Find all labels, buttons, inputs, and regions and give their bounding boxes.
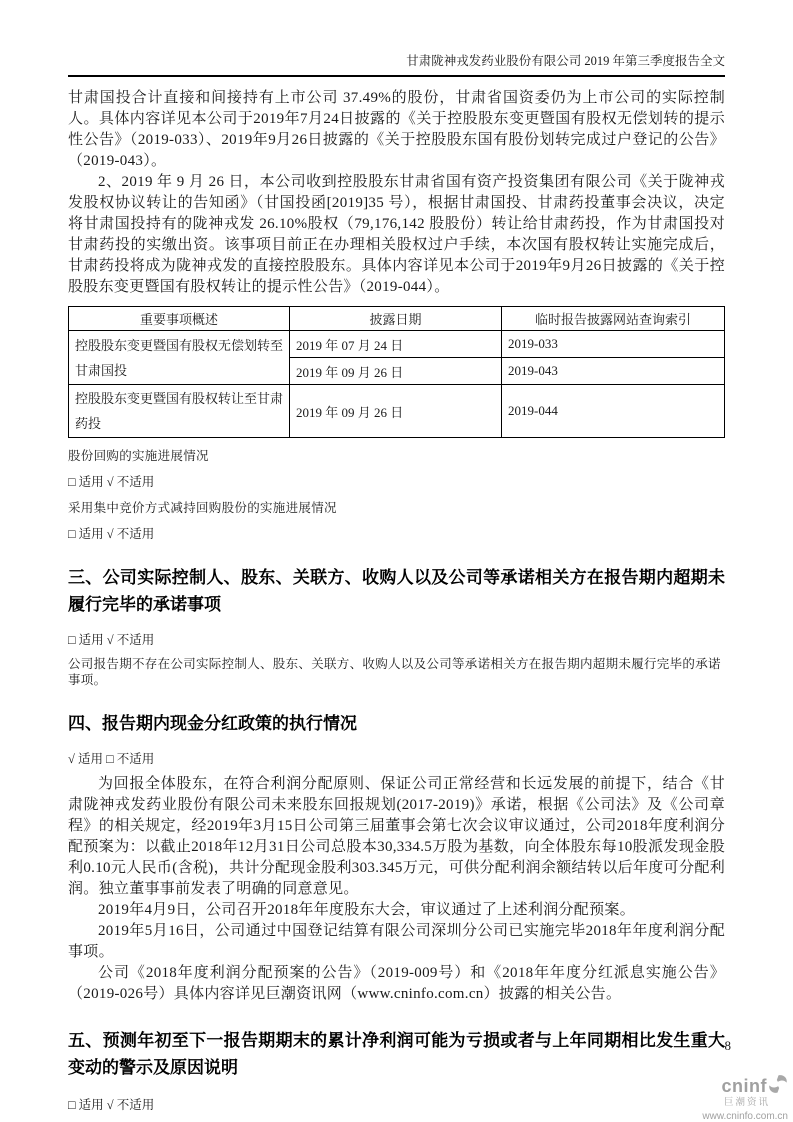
- table-header-summary: 重要事项概述: [69, 307, 290, 331]
- section-4-paragraph-4: 公司《2018年度利润分配预案的公告》（2019-009号）和《2018年年度分红派息实施公告》（2019-026号）具体内容详见巨潮资讯网（www.cninfo.com.cn）披露的相关公告。: [68, 965, 725, 1002]
- table-cell-index-1b: 2019-043: [502, 358, 725, 385]
- table-cell-summary-2: 控股股东变更暨国有股权转让至甘肃药投: [69, 385, 290, 438]
- cninfo-chinese-name: 巨潮资讯: [723, 1098, 770, 1108]
- section-4-title: 四、报告期内现金分红政策的执行情况: [68, 714, 357, 733]
- table-cell-date-1b: 2019 年 09 月 26 日: [290, 358, 502, 385]
- section-4-paragraph-1: 为回报全体股东，在符合利润分配原则、保证公司正常经营和长远发展的前提下，结合《甘肃陇神戎发药业股份有限公司未来股东回报规划(2017-2019)》承诺，根据《公司法》及《公司章程》的相关规定，经2019年3月15日公司第三届董事会第七次会议审议通过，公司2018年度利润分配预案为：以截止2018年12月31日公司总股本30,334.5万股为基数，向全体股东每10股派发现金股利0.10元人民币(含税)，共计分配现金股利303.345万元，可供分配利润余额结转以后年度可分配利润。独立董事事前发表了明确的同意意见。: [68, 776, 725, 897]
- table-header-row: [69, 307, 725, 331]
- page-number: 8: [724, 1038, 731, 1053]
- table-cell-date-2: 2019 年 09 月 26 日: [290, 385, 502, 438]
- centralized-bidding-label: 采用集中竞价方式减持回购股份的实施进展情况: [68, 501, 337, 515]
- section-3-applicable-line: □ 适用 √ 不适用: [68, 633, 155, 647]
- table-header-date: 披露日期: [290, 307, 502, 331]
- section-5-applicable-line: □ 适用 √ 不适用: [68, 1098, 155, 1112]
- cninfo-url: www.cninfo.com.cn: [702, 1110, 788, 1122]
- table-cell-date-1a: 2019 年 07 月 24 日: [290, 331, 502, 358]
- intro-paragraph-1: 甘肃国投合计直接和间接持有上市公司 37.49%的股份，甘肃省国资委仍为上市公司的实际控制人。具体内容详见本公司于2019年7月24日披露的《关于控股股东变更暨国有股权无偿划转的提示性公告》（2019-033）、2019年9月26日披露的《关于控股股东国有股份划转完成过户登记的公告》（2019-043）。: [68, 90, 725, 169]
- section-3-title: 三、公司实际控制人、股东、关联方、收购人以及公司等承诺相关方在报告期内超期未履行完毕的承诺事项: [68, 568, 725, 614]
- section-3-body: 公司报告期不存在公司实际控制人、股东、关联方、收购人以及公司等承诺相关方在报告期内超期未履行完毕的承诺事项。: [68, 657, 721, 687]
- buyback-applicable-line: □ 适用 √ 不适用: [68, 475, 155, 489]
- table-header-index: 临时报告披露网站查询索引: [502, 307, 725, 331]
- section-5-title: 五、预测年初至下一报告期期末的累计净利润可能为亏损或者与上年同期相比发生重大变动的警示及原因说明: [68, 1031, 725, 1077]
- intro-paragraph-2: 2、2019 年 9 月 26 日，本公司收到控股股东甘肃省国有资产投资集团有限公司《关于陇神戎发股权协议转让的告知函》（甘国投函[2019]35 号），根据甘肃国投、甘肃药投董事会决议，决定将甘肃国投持有的陇神戎发 26.10%股权（79,176,142 股股份）转让给甘肃药投，作为甘肃国投对甘肃药投的实缴出资。该事项目前正在办理相关股权过户手续，本次国有股权转让实施完成后，甘肃药投将成为陇神戎发的直接控股股东。具体内容详见本公司于2019年9月26日披露的《关于控股股东变更暨国有股权转让的提示性公告》（2019-044）。: [68, 174, 725, 295]
- centralized-applicable-line: □ 适用 √ 不适用: [68, 527, 155, 541]
- table-cell-summary-1: 控股股东变更暨国有股权无偿划转至甘肃国投: [69, 331, 290, 385]
- table-cell-index-2: 2019-044: [502, 385, 725, 438]
- page-header-title: 甘肃陇神戎发药业股份有限公司 2019 年第三季度报告全文: [68, 52, 725, 77]
- section-4-paragraph-3: 2019年5月16日，公司通过中国登记结算有限公司深圳分公司已实施完毕2018年年度利润分配事项。: [68, 923, 725, 960]
- disclosure-table: [68, 306, 725, 438]
- buyback-progress-label: 股份回购的实施进展情况: [68, 449, 209, 463]
- table-row: [69, 385, 725, 438]
- cninfo-swirl-icon: [768, 1074, 788, 1098]
- table-row: [69, 331, 725, 358]
- cninfo-brand-text: cninf: [721, 1076, 767, 1096]
- table-cell-index-1a: 2019-033: [502, 331, 725, 358]
- section-4-applicable-line: √ 适用 □ 不适用: [68, 752, 155, 766]
- section-4-paragraph-2: 2019年4月9日，公司召开2018年年度股东大会，审议通过了上述利润分配预案。: [98, 902, 636, 918]
- cninfo-watermark: [696, 1074, 788, 1122]
